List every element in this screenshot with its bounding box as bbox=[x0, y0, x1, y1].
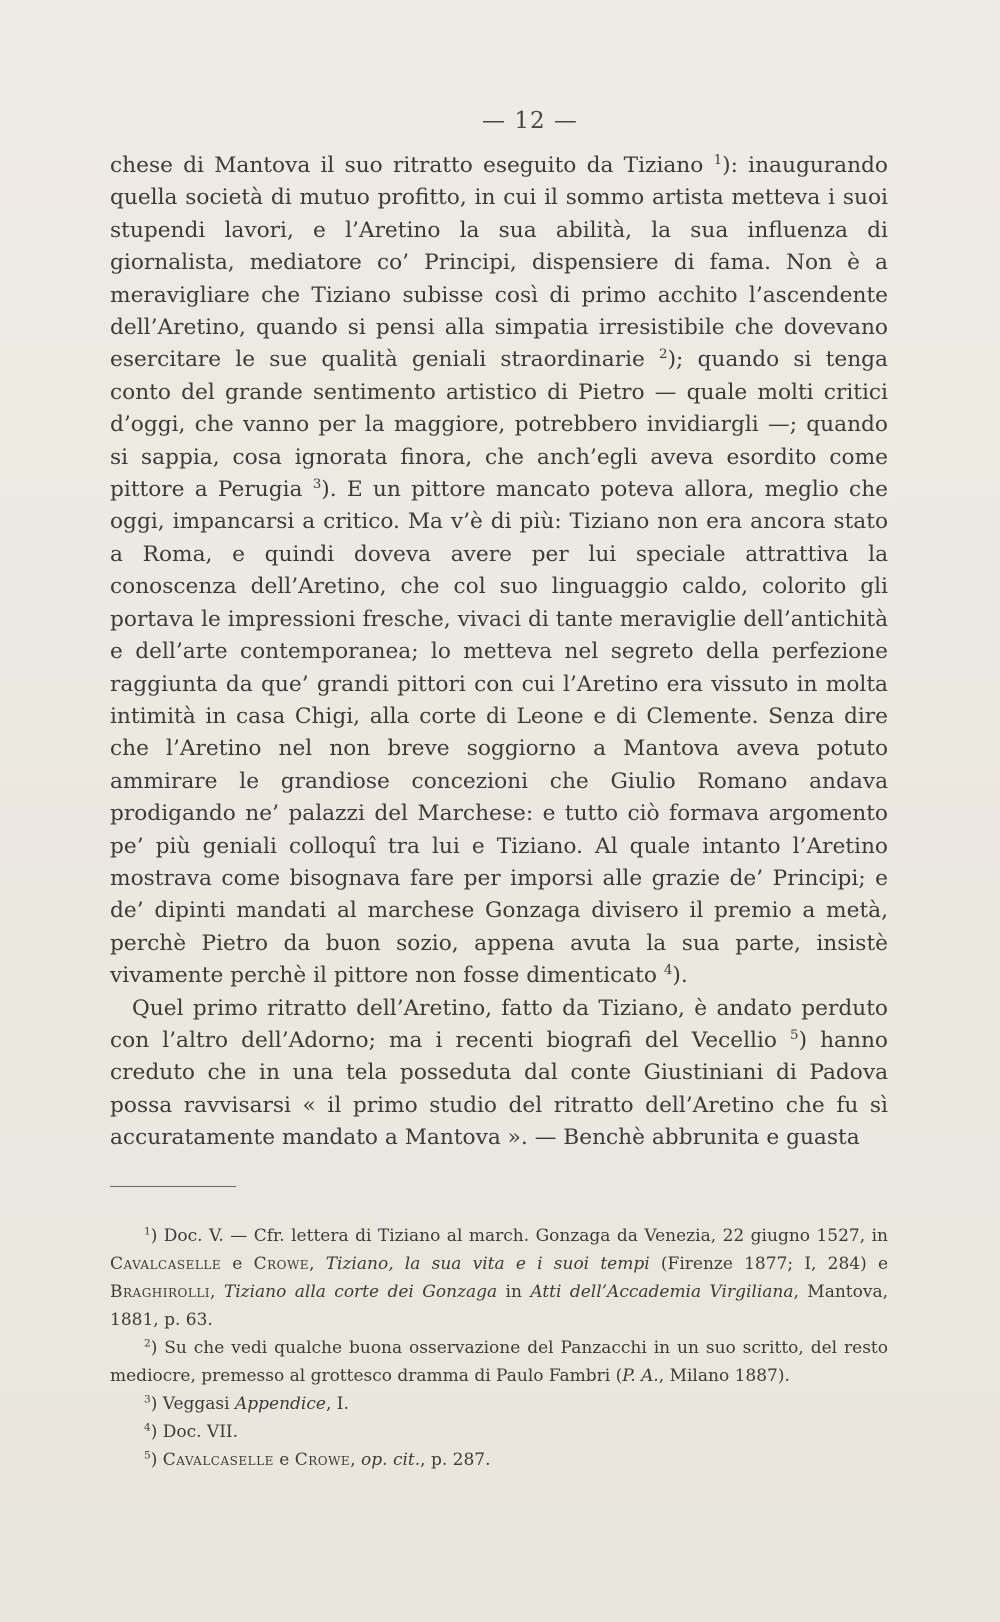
italic-title: op. cit. bbox=[361, 1450, 421, 1470]
text-run: ). E un pittore mancato poteva allora, meglio che oggi, impancarsi a critico. Ma v’è di più: Tiziano non era ancora stato a Roma, e quindi doveva avere per lui speciale attrattiva la conoscenza dell’Aretino, che col suo linguaggio caldo, colorito gli portava le impressioni fresche, vivaci di tante meraviglie dell’antichità e dell’arte contemporanea; lo metteva nel segreto della perfezione raggiunta da que’ grandi pittori con cui l’Aretino era vissuto in molta intimità in casa Chigi, alla corte di Leone e di Clemente. Senza dire che l’Aretino nel non breve soggiorno a Mantova aveva potuto ammirare le grandiose concezioni che Giulio Romano andava prodigando ne’ palazzi del Marchese: e tutto ciò formava argomento pe’ più geniali colloquî tra lui e Tiziano. Al quale intanto l’Aretino mostrava come bisognava fare per imporsi alle grazie de’ Principi; e de’ dipinti mandati al marchese Gonzaga divisero il premio a metà, perchè Pietro da buon sozio, appena avuta la sua parte, insistè vivamente perchè il pittore non fosse dimenticato bbox=[110, 477, 889, 989]
text-run: ) Doc. V. — Cfr. lettera di Tiziano al march. Gonzaga da Venezia, 22 giugno 1527, in bbox=[150, 1226, 888, 1246]
footnote-ref: 2 bbox=[659, 347, 668, 363]
italic-title: Tiziano alla corte dei Gonzaga bbox=[223, 1282, 498, 1302]
italic-title: Tiziano, la sua vita e i suoi tempi bbox=[325, 1254, 650, 1274]
text-run: ) bbox=[150, 1450, 163, 1470]
text-run: chese di Mantova il suo ritratto eseguito da Tiziano bbox=[110, 153, 714, 178]
text-run: , Mantova, 1881, p. 63. bbox=[110, 1282, 889, 1330]
text-run: ) Doc. VII. bbox=[150, 1422, 239, 1442]
text-run: , bbox=[210, 1282, 224, 1302]
footnote-ref: 1 bbox=[144, 1225, 151, 1238]
author-name: Cavalcaselle bbox=[162, 1450, 274, 1470]
text-run: ). bbox=[672, 963, 688, 989]
author-name: Braghirolli bbox=[110, 1282, 211, 1302]
footnote-ref: 5 bbox=[790, 1027, 799, 1043]
footnote bbox=[110, 1446, 888, 1474]
paragraph bbox=[110, 993, 888, 1155]
footnote bbox=[110, 1222, 888, 1334]
footnote-ref: 4 bbox=[144, 1421, 151, 1434]
text-run: , bbox=[309, 1254, 326, 1274]
footnote-ref: 3 bbox=[312, 476, 322, 492]
italic-title: Atti dell’Accademia Virgiliana bbox=[530, 1282, 794, 1302]
text-run: , p. 287. bbox=[420, 1450, 491, 1470]
author-name: Crowe bbox=[294, 1450, 351, 1470]
footnotes bbox=[110, 1222, 888, 1474]
text-run: ) Su che vedi qualche buona osservazione del Panzacchi in un suo scritto, del resto mediocre, premesso al grottesco dramma di Paulo Fambri ( bbox=[110, 1338, 888, 1386]
text-run: Quel primo ritratto dell’Aretino, fatto da Tiziano, è andato perduto con l’altro dell’Adorno; ma i recenti biografi del Vecellio bbox=[110, 995, 888, 1053]
text-run: ) Veggasi bbox=[150, 1394, 235, 1414]
footnote-ref: 4 bbox=[663, 962, 673, 978]
author-name: Crowe bbox=[253, 1254, 310, 1274]
footnote bbox=[110, 1390, 888, 1418]
text-run: in bbox=[497, 1282, 531, 1302]
text-run: ) hanno creduto che in una tela posseduta dal conte Giustiniani di Padova possa ravvisarsi « il primo studio del ritratto dell’Aretino che fu sì accuratamente mandato a Mantova ». — Benchè abbrunita e guasta bbox=[110, 1027, 888, 1151]
footnote bbox=[110, 1334, 888, 1390]
text-run: ): inaugurando quella società di mutuo profitto, in cui il sommo artista metteva i suoi stupendi lavori, e l’Aretino la sua abilità, la sua influenza di giornalista, mediatore co’ Principi, dispensiere di fama. Non è a meravigliare che Tiziano subisse così di primo acchito l’ascendente dell’Aretino, quando si pensi alla simpatia irresistibile che dovevano esercitare le sue qualità geniali straordinarie bbox=[110, 153, 888, 373]
text-run: e bbox=[221, 1254, 254, 1274]
body-text bbox=[110, 150, 888, 1155]
italic-title: P. A. bbox=[622, 1366, 659, 1386]
text-run: (Firenze 1877; I, 284) e bbox=[649, 1254, 889, 1274]
footnote-ref: 2 bbox=[144, 1337, 151, 1350]
text-run: ); quando si tenga conto del grande sentimento artistico di Pietro — quale molti critici d’oggi, che vanno per la maggiore, potrebbero invidiargli —; quando si sappia, cosa ignorata finora, che anch’egli aveva esordito come pittore a Perugia bbox=[110, 347, 888, 503]
author-name: Cavalcaselle bbox=[110, 1254, 222, 1274]
text-run: , I. bbox=[325, 1394, 349, 1414]
paragraph bbox=[110, 150, 888, 993]
text-run: e bbox=[273, 1450, 295, 1470]
footnote-rule bbox=[110, 1186, 236, 1187]
footnote-ref: 3 bbox=[144, 1393, 151, 1406]
footnote-ref: 5 bbox=[144, 1449, 151, 1462]
text-run: , Milano 1887). bbox=[658, 1366, 790, 1386]
text-run: , bbox=[350, 1450, 362, 1470]
page-number: — 12 — bbox=[482, 108, 578, 134]
italic-title: Appendice bbox=[234, 1394, 326, 1414]
footnote bbox=[110, 1418, 888, 1446]
footnote-ref: 1 bbox=[713, 152, 723, 168]
